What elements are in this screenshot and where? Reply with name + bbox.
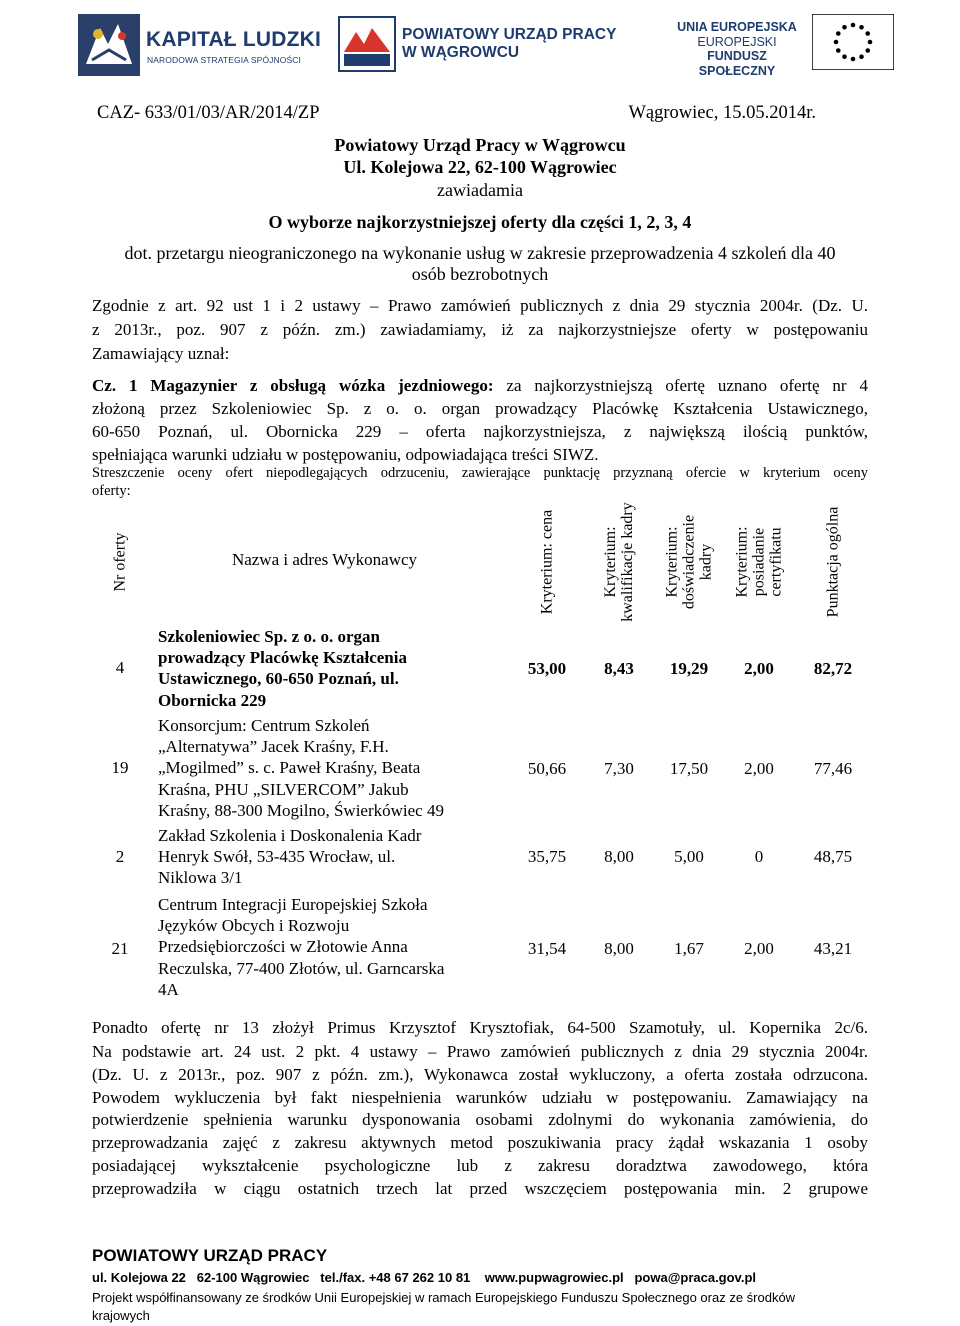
kapital-ludzki-subtitle: NARODOWA STRATEGIA SPÓJNOŚCI [147,55,301,65]
table-header [92,496,868,628]
header-cena [512,496,582,628]
score-cena: 31,54 [527,939,567,958]
header-ogolna-label: Punktacja ogólna [824,506,842,618]
kapital-ludzki-emblem-icon [78,14,140,76]
header-doswiadczenie [654,496,724,628]
pup-logo-line2: W WĄGROWCU [402,44,520,61]
para2-line-8: przeprowadziła w ciągu ostatnich trzech lat przed wszczęciem postępowania min. 2 grupowe [92,1179,868,1198]
eu-flag-star-icon [851,23,856,28]
offer-number: 4 [115,658,125,677]
score-ogolna: 43,21 [813,939,853,958]
part1-heading: Cz. 1 Magazynier z obsługą wózka jezdniowego: [92,376,494,395]
offer-number: 21 [111,939,129,958]
score-certyfikat: 2,00 [744,759,774,778]
score-ogolna: 77,46 [813,759,853,778]
score-certyfikat: 2,00 [744,939,774,958]
score-cena: 53,00 [527,659,567,678]
summary-line-1: Streszczenie oceny ofert niepodlegających odrzuceniu, zawierające punktację przyznaną ofercie w kryterium oceny [92,465,868,481]
part1-line-3: 60-650 Poznań, ul. Obornicka 229 – oferta najkorzystniejsza, z największą ilością punktów, [92,422,868,441]
score-cena: 35,75 [527,847,567,866]
para2-line-1: Ponadto ofertę nr 13 złożył Primus Krzysztof Krysztofiak, 64-500 Szamotuły, ul. Kopernika 2c/6. [92,1018,868,1037]
para2-line-2: Na podstawie art. 24 ust. 2 pkt. 4 ustawy – Prawo zamówień publicznych z dnia 29 stycznia 2004r. [92,1042,868,1061]
eu-logo-line3: FUNDUSZ SPOŁECZNY [698,49,776,78]
header-nazwa: Nazwa i adres Wykonawcy [231,550,418,569]
eu-flag-star-icon [865,31,870,36]
table-row [92,825,868,891]
office-address: Ul. Kolejowa 22, 62-100 Wągrowiec [343,157,617,177]
offer-number: 19 [111,758,129,777]
score-doswiadczenie: 5,00 [674,847,704,866]
score-kwalifikacje: 7,30 [604,759,634,778]
eu-logo [656,14,901,76]
summary-line-2: oferty: [92,483,131,499]
footer-project-line-1: Projekt współfinansowany ze środków Unii Europejskiej w ramach Europejskiego Funduszu Społecznego oraz ze środków [92,1290,796,1305]
header-certyfikaty-label: Kryterium: posiadanie certyfikatu [733,526,785,598]
para1-line-1: Zgodnie z art. 92 ust 1 i 2 ustawy – Prawo zamówień publicznych z dnia 29 stycznia 2004r. (Dz. U. [92,296,868,315]
score-doswiadczenie: 1,67 [674,939,704,958]
para2-line-5: potwierdzenie spełnienia warunku dysponowania osobami zdolnymi do wykonania zamówienia, do [92,1110,868,1129]
document-subject: O wyborze najkorzystniejszej oferty dla części 1, 2, 3, 4 [268,212,692,232]
part1-line-1 [92,376,868,396]
document-date: Wągrowiec, 15.05.2014r. [628,103,816,123]
document-type: zawiadamia [437,180,523,200]
header-certyfikaty [724,496,794,628]
footer-project-line-2: krajowych [92,1308,150,1323]
header-nr-oferty-label: Nr oferty [111,532,129,592]
eu-flag-star-icon [859,25,864,30]
score-certyfikat: 0 [754,847,764,866]
eu-flag-star-icon [868,40,873,45]
para2-line-7: posiadającej wykształcenie psychologiczne lub z zakresu doradztwa zawodowego, która [92,1156,868,1175]
score-doswiadczenie: 17,50 [669,759,709,778]
score-cena: 50,66 [527,759,567,778]
eu-flag-star-icon [842,25,847,30]
pup-logo [338,14,658,76]
intro-line-2: osób bezrobotnych [411,264,549,284]
footer-org: POWIATOWY URZĄD PRACY [92,1246,328,1265]
eu-flag-star-icon [834,40,839,45]
table-row [92,894,868,1004]
eu-flag-star-icon [851,57,856,62]
para2-line-6: przeprowadzania zajęć z zakresu aktywnych metod poszukiwania pracy żądał wskazania 1 osoby [92,1133,868,1152]
kapital-ludzki-title: KAPITAŁ LUDZKI [146,28,322,51]
offer-number: 2 [115,847,125,866]
reference-number: CAZ- 633/01/03/AR/2014/ZP [97,103,320,123]
pup-logo-line1: POWIATOWY URZĄD PRACY [402,26,617,43]
score-ogolna: 48,75 [813,847,853,866]
offer-contractor: Konsorcjum: Centrum Szkoleń „Alternatywa” Jacek Kraśny, F.H. „Mogilmed” s. c. Paweł Kraśny, Beata Kraśna, PHU „SILVERCOM” Jakub Kraśny, 88-300 Mogilno, Świerkówiec 49 [158,716,444,820]
header-kwalifikacje-label: Kryterium: kwalifikacje kadry [602,502,636,622]
pup-emblem-icon [338,16,396,72]
para2-line-4: Powodem wykluczenia był fakt niespełnienia warunków udziału w postępowaniu. Zamawiający na [92,1088,868,1107]
header-ogolna [798,496,868,628]
para1-line-2: z 2013r., poz. 907 z późn. zm.) zawiadamiamy, iż za najkorzystniejsze oferty w postępowaniu [92,320,868,339]
header-logos [0,0,960,82]
offer-contractor: Centrum Integracji Europejskiej Szkoła Języków Obcych i Rozwoju Przedsiębiorczości w Złotowie Anna Reczulska, 77-400 Złotów, ul. Garncarska 4A [158,895,445,999]
score-certyfikat: 2,00 [744,659,774,678]
office-name: Powiatowy Urząd Pracy w Wągrowcu [334,135,626,155]
eu-logo-text [672,20,802,78]
eu-flag-star-icon [865,48,870,53]
eu-logo-line2: EUROPEJSKI [697,34,777,49]
eu-flag-star-icon [836,31,841,36]
para1-line-3: Zamawiający uznał: [92,344,230,363]
header-kwalifikacje [584,496,654,628]
part1-line-2: złożoną przez Szkoleniowiec Sp. z o. o. organ prowadzący Placówkę Kształcenia Ustawicznego, [92,399,868,418]
pup-logo-text [402,26,616,62]
header-nr-oferty [92,496,148,628]
score-doswiadczenie: 19,29 [669,659,709,678]
score-kwalifikacje: 8,00 [604,847,634,866]
footer-contact: ul. Kolejowa 22 62-100 Wągrowiec tel./fax. +48 67 262 10 81 www.pupwagrowiec.pl powa@praca.gov.pl [92,1270,756,1285]
eu-flag-star-icon [859,54,864,59]
eu-flag-star-icon [836,48,841,53]
score-ogolna: 82,72 [813,659,853,678]
part1-line-4: spełniająca warunki udziału w postępowaniu, odpowiadająca treści SIWZ. [92,445,599,464]
kapital-ludzki-logo [78,14,323,76]
table-row [92,626,868,712]
eu-flag-icon [812,14,894,70]
part1-line-1-rest: za najkorzystniejszą ofertę uznano ofertę nr 4 [493,376,868,395]
table-row [92,715,868,823]
header-doswiadczenie-label: Kryterium: doświadczenie kadry [663,514,715,610]
offer-contractor: Zakład Szkolenia i Doskonalenia Kadr Henryk Swół, 53-435 Wrocław, ul. Niklowa 3/1 [158,826,422,888]
intro-line-1: dot. przetargu nieograniczonego na wykonanie usług w zakresie przeprowadzenia 4 szkoleń dla 40 [124,243,836,263]
header-cena-label: Kryterium: cena [538,509,556,615]
offer-contractor: Szkoleniowiec Sp. z o. o. organ prowadzący Placówkę Kształcenia Ustawicznego, 60-650 Poznań, ul. Obornicka 229 [158,627,407,710]
eu-logo-line1: UNIA EUROPEJSKA [677,20,797,34]
score-kwalifikacje: 8,00 [604,939,634,958]
para2-line-3: (Dz. U. z 2013r., poz. 907 z późn. zm.), Wykonawca został wykluczony, a oferta została odrzucona. [92,1065,868,1084]
eu-flag-star-icon [842,54,847,59]
score-kwalifikacje: 8,43 [604,659,634,678]
